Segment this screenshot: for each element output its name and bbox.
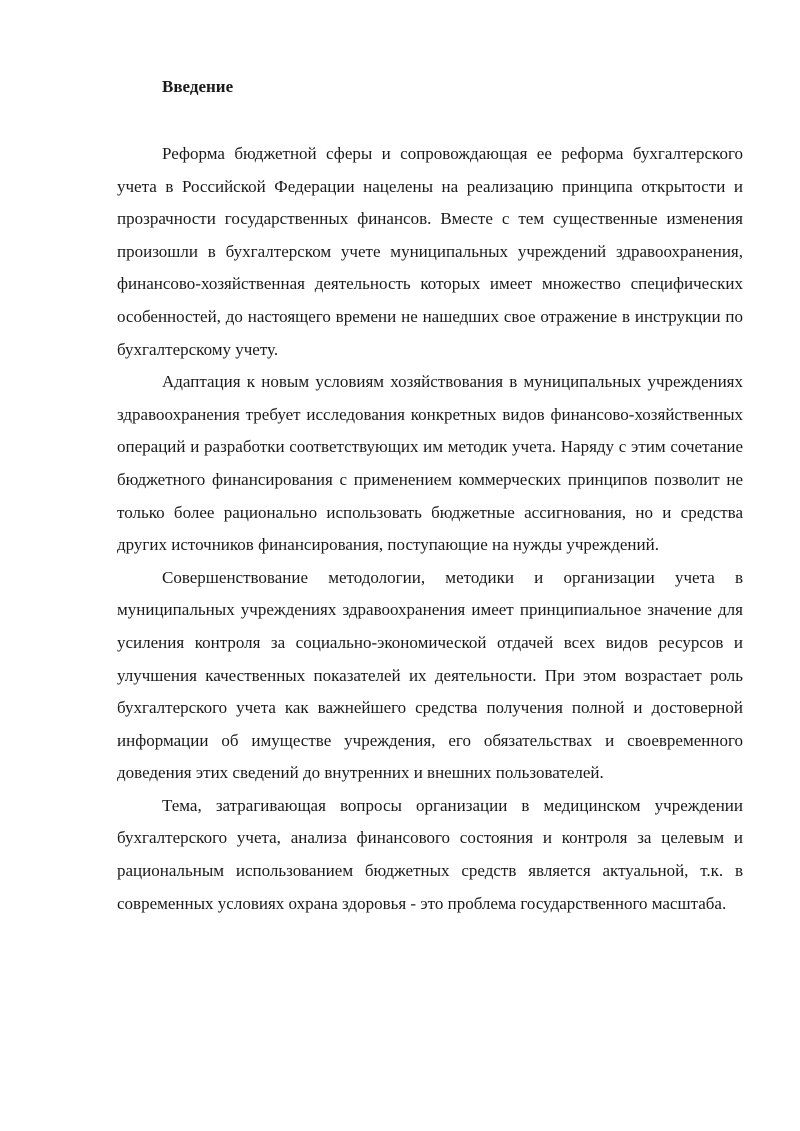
paragraph-4: Тема, затрагивающая вопросы организации в медицинском учреждении бухгалтерского учета, анализа финансового состояния и контроля за целевым и рациональным использованием бюджетных средств является актуальной, т.к. в современных условиях охрана здоровья - это проблема государственного масштаба. (117, 795, 743, 913)
document-body (117, 138, 743, 920)
section-heading: Введение (162, 77, 234, 96)
paragraph-2: Адаптация к новым условиям хозяйствования в муниципальных учреждениях здравоохранения требует исследования конкретных видов финансово-хозяйственных операций и разработки соответствующих им методик учета. Наряду с этим сочетание бюджетного финансирования с применением коммерческих принципов позволит не только более рационально использовать бюджетные ассигнования, но и средства других источников финансирования, поступающие на нужды учреждений. (117, 372, 743, 555)
paragraph-1: Реформа бюджетной сферы и сопровождающая ее реформа бухгалтерского учета в Российской Федерации нацелены на реализацию принципа открытости и прозрачности государственных финансов. Вместе с тем существенные изменения произошли в бухгалтерском учете муниципальных учреждений здравоохранения, финансово-хозяйственная деятельность которых имеет множество специфических особенностей, до настоящего времени не нашедших свое отражение в инструкции по бухгалтерскому учету. (117, 144, 743, 359)
paragraph-3: Совершенствование методологии, методики и организации учета в муниципальных учреждениях здравоохранения имеет принципиальное значение для усиления контроля за социально-экономической отдачей всех видов ресурсов и улучшения качественных показателей их деятельности. При этом возрастает роль бухгалтерского учета как важнейшего средства получения полной и достоверной информации об имуществе учреждения, его обязательствах и своевременного доведения этих сведений до внутренних и внешних пользователей. (117, 567, 743, 783)
